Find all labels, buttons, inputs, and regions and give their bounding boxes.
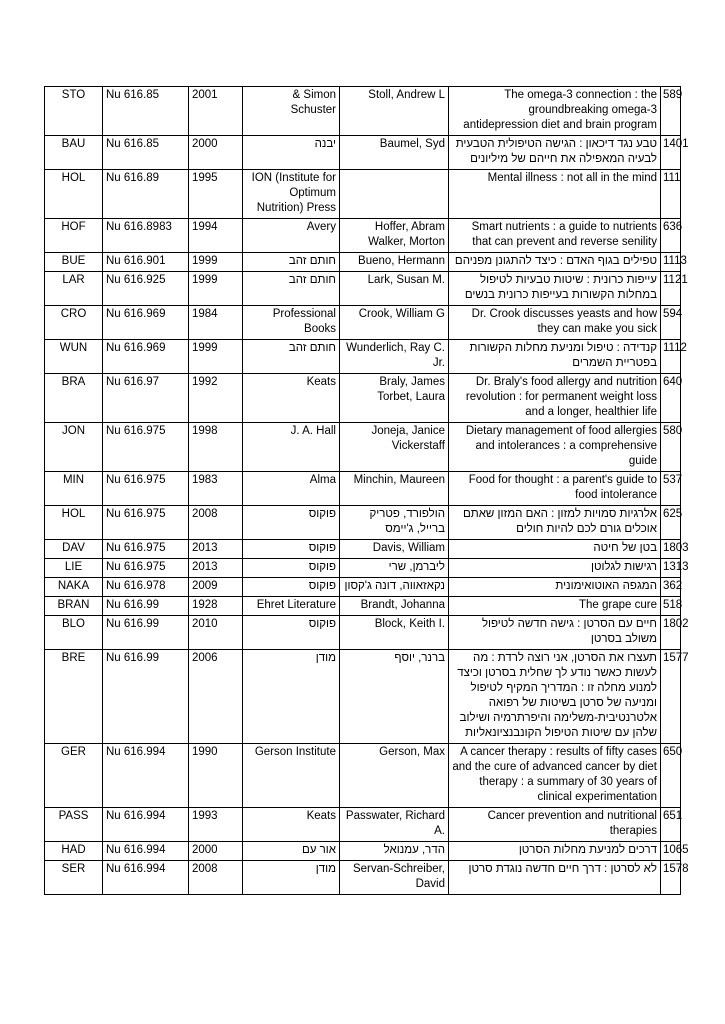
table-row <box>45 650 681 744</box>
record-id-cell: 1577 <box>661 650 681 744</box>
call-number-cell: Nu 616.89 <box>103 170 189 219</box>
title-cell: רגישות לגלוטן <box>449 559 661 578</box>
year-cell: 1995 <box>189 170 243 219</box>
publisher-cell: & Simon Schuster <box>243 87 340 136</box>
author-cell: נקאזאווה, דונה ג'קסון <box>340 578 449 597</box>
record-id-cell: 1313 <box>661 559 681 578</box>
shelf-code-cell: MIN <box>45 472 103 506</box>
publisher-cell: Keats <box>243 808 340 842</box>
table-row <box>45 272 681 306</box>
author-cell: Davis, William <box>340 540 449 559</box>
table-row <box>45 219 681 253</box>
year-cell: 2008 <box>189 506 243 540</box>
title-cell: דרכים למניעת מחלות הסרטן <box>449 842 661 861</box>
record-id-cell: 651 <box>661 808 681 842</box>
call-number-cell: Nu 616.901 <box>103 253 189 272</box>
author-cell: Servan-Schreiber, David <box>340 861 449 895</box>
author-cell: Joneja, Janice Vickerstaff <box>340 423 449 472</box>
table-row <box>45 472 681 506</box>
shelf-code-cell: BUE <box>45 253 103 272</box>
author-cell: Crook, William G <box>340 306 449 340</box>
year-cell: 1998 <box>189 423 243 472</box>
shelf-code-cell: PASS <box>45 808 103 842</box>
publisher-cell: Avery <box>243 219 340 253</box>
call-number-cell: Nu 616.8983 <box>103 219 189 253</box>
table-row <box>45 170 681 219</box>
year-cell: 1983 <box>189 472 243 506</box>
author-cell: Lark, Susan M. <box>340 272 449 306</box>
title-cell: Dr. Braly's food allergy and nutrition revolution : for permanent weight loss and a longer, healthier life <box>449 374 661 423</box>
record-id-cell: 111 <box>661 170 681 219</box>
shelf-code-cell: CRO <box>45 306 103 340</box>
table-row <box>45 597 681 616</box>
year-cell: 2013 <box>189 559 243 578</box>
author-cell: הדר, עמנואל <box>340 842 449 861</box>
call-number-cell: Nu 616.978 <box>103 578 189 597</box>
title-cell: Dr. Crook discusses yeasts and how they can make you sick <box>449 306 661 340</box>
call-number-cell: Nu 616.99 <box>103 650 189 744</box>
record-id-cell: 1802 <box>661 616 681 650</box>
year-cell: 2006 <box>189 650 243 744</box>
year-cell: 1999 <box>189 340 243 374</box>
year-cell: 2008 <box>189 861 243 895</box>
year-cell: 2010 <box>189 616 243 650</box>
shelf-code-cell: BRE <box>45 650 103 744</box>
publisher-cell: חותם זהב <box>243 253 340 272</box>
catalog-body <box>45 87 689 895</box>
year-cell: 1999 <box>189 272 243 306</box>
title-cell: Cancer prevention and nutritional therapies <box>449 808 661 842</box>
title-cell: Smart nutrients : a guide to nutrients that can prevent and reverse senility <box>449 219 661 253</box>
record-id-cell: 1065 <box>661 842 681 861</box>
call-number-cell: Nu 616.994 <box>103 744 189 808</box>
year-cell: 2001 <box>189 87 243 136</box>
title-cell: בטן של חיטה <box>449 540 661 559</box>
record-id-cell: 636 <box>661 219 681 253</box>
table-row <box>45 253 681 272</box>
call-number-cell: Nu 616.975 <box>103 540 189 559</box>
table-row <box>45 506 681 540</box>
title-cell: The omega-3 connection : the groundbreaking omega-3 antidepression diet and brain program <box>449 87 661 136</box>
shelf-code-cell: BAU <box>45 136 103 170</box>
year-cell: 1984 <box>189 306 243 340</box>
shelf-code-cell: HOF <box>45 219 103 253</box>
publisher-cell: Gerson Institute <box>243 744 340 808</box>
call-number-cell: Nu 616.994 <box>103 842 189 861</box>
publisher-cell: J. A. Hall <box>243 423 340 472</box>
record-id-cell: 537 <box>661 472 681 506</box>
table-row <box>45 374 681 423</box>
year-cell: 1928 <box>189 597 243 616</box>
author-cell: Gerson, Max <box>340 744 449 808</box>
publisher-cell: Alma <box>243 472 340 506</box>
author-cell: Minchin, Maureen <box>340 472 449 506</box>
shelf-code-cell: DAV <box>45 540 103 559</box>
shelf-code-cell: BLO <box>45 616 103 650</box>
shelf-code-cell: JON <box>45 423 103 472</box>
table-row <box>45 540 681 559</box>
title-cell: טבע נגד דיכאון : הגישה הטיפולית הטבעית לבעיה המאפילה את חייהם של מיליונים <box>449 136 661 170</box>
call-number-cell: Nu 616.994 <box>103 808 189 842</box>
shelf-code-cell: SER <box>45 861 103 895</box>
shelf-code-cell: HOL <box>45 506 103 540</box>
shelf-code-cell: GER <box>45 744 103 808</box>
record-id-cell: 1578 <box>661 861 681 895</box>
call-number-cell: Nu 616.99 <box>103 616 189 650</box>
table-row <box>45 578 681 597</box>
author-cell: Hoffer, Abram Walker, Morton <box>340 219 449 253</box>
call-number-cell: Nu 616.97 <box>103 374 189 423</box>
title-cell: חיים עם הסרטן : גישה חדשה לטיפול משולב בסרטן <box>449 616 661 650</box>
publisher-cell: פוקוס <box>243 506 340 540</box>
title-cell: לא לסרטן : דרך חיים חדשה נוגדת סרטן <box>449 861 661 895</box>
title-cell: The grape cure <box>449 597 661 616</box>
year-cell: 1993 <box>189 808 243 842</box>
year-cell: 1994 <box>189 219 243 253</box>
author-cell: Wunderlich, Ray C. Jr. <box>340 340 449 374</box>
table-row <box>45 87 681 136</box>
call-number-cell: Nu 616.925 <box>103 272 189 306</box>
year-cell: 1990 <box>189 744 243 808</box>
publisher-cell: Keats <box>243 374 340 423</box>
table-row <box>45 744 681 808</box>
year-cell: 2000 <box>189 136 243 170</box>
table-row <box>45 808 681 842</box>
author-cell: ליברמן, שרי <box>340 559 449 578</box>
table-row <box>45 306 681 340</box>
publisher-cell: Professional Books <box>243 306 340 340</box>
call-number-cell: Nu 616.975 <box>103 559 189 578</box>
record-id-cell: 1401 <box>661 136 681 170</box>
call-number-cell: Nu 616.969 <box>103 306 189 340</box>
publisher-cell: חותם זהב <box>243 272 340 306</box>
author-cell: Baumel, Syd <box>340 136 449 170</box>
title-cell: תעצרו את הסרטן, אני רוצה לרדת : מה לעשות כאשר נודע לך שחלית בסרטן וכיצד למנוע מחלה זו : המדריך המקיף לטיפול ומניעה של סרטן בשיטות של רפואה אלטרנטיבית-משלימה והיפרתרמיה ושילוב שלהן עם שיטות הטיפול הקונבנציונאליות <box>449 650 661 744</box>
record-id-cell: 1803 <box>661 540 681 559</box>
author-cell: Stoll, Andrew L <box>340 87 449 136</box>
record-id-cell: 625 <box>661 506 681 540</box>
title-cell: Food for thought : a parent's guide to food intolerance <box>449 472 661 506</box>
call-number-cell: Nu 616.969 <box>103 340 189 374</box>
publisher-cell: מודן <box>243 861 340 895</box>
author-cell: Passwater, Richard A. <box>340 808 449 842</box>
table-row <box>45 340 681 374</box>
table-row <box>45 423 681 472</box>
record-id-cell: 362 <box>661 578 681 597</box>
call-number-cell: Nu 616.85 <box>103 87 189 136</box>
catalog-table <box>44 86 689 895</box>
record-id-cell: 518 <box>661 597 681 616</box>
table-row <box>45 616 681 650</box>
title-cell: עייפות כרונית : שיטות טבעיות לטיפול במחלות הקשורות בעייפות כרונית בנשים <box>449 272 661 306</box>
author-cell <box>340 170 449 219</box>
record-id-cell: 1113 <box>661 253 681 272</box>
call-number-cell: Nu 616.975 <box>103 423 189 472</box>
publisher-cell: פוקוס <box>243 616 340 650</box>
call-number-cell: Nu 616.975 <box>103 506 189 540</box>
shelf-code-cell: LAR <box>45 272 103 306</box>
year-cell: 1992 <box>189 374 243 423</box>
call-number-cell: Nu 616.994 <box>103 861 189 895</box>
table-row <box>45 842 681 861</box>
publisher-cell: יבנה <box>243 136 340 170</box>
year-cell: 2000 <box>189 842 243 861</box>
table-row <box>45 136 681 170</box>
shelf-code-cell: STO <box>45 87 103 136</box>
shelf-code-cell: LIE <box>45 559 103 578</box>
year-cell: 1999 <box>189 253 243 272</box>
publisher-cell: פוקוס <box>243 578 340 597</box>
author-cell: Bueno, Hermann <box>340 253 449 272</box>
publisher-cell: חותם זהב <box>243 340 340 374</box>
author-cell: ברנר, יוסף <box>340 650 449 744</box>
table-row <box>45 861 681 895</box>
year-cell: 2009 <box>189 578 243 597</box>
table-row <box>45 559 681 578</box>
title-cell: Mental illness : not all in the mind <box>449 170 661 219</box>
author-cell: Brandt, Johanna <box>340 597 449 616</box>
publisher-cell: אור עם <box>243 842 340 861</box>
call-number-cell: Nu 616.99 <box>103 597 189 616</box>
title-cell: Dietary management of food allergies and intolerances : a comprehensive guide <box>449 423 661 472</box>
author-cell: Block, Keith I. <box>340 616 449 650</box>
author-cell: הולפורד, פטריק ברייל, ג'יימס <box>340 506 449 540</box>
shelf-code-cell: BRAN <box>45 597 103 616</box>
record-id-cell: 589 <box>661 87 681 136</box>
publisher-cell: ION (Institute for Optimum Nutrition) Press <box>243 170 340 219</box>
title-cell: A cancer therapy : results of fifty cases and the cure of advanced cancer by diet therapy : a summary of 30 years of clinical experimentation <box>449 744 661 808</box>
publisher-cell: פוקוס <box>243 559 340 578</box>
record-id-cell: 1112 <box>661 340 681 374</box>
publisher-cell: פוקוס <box>243 540 340 559</box>
shelf-code-cell: HAD <box>45 842 103 861</box>
shelf-code-cell: WUN <box>45 340 103 374</box>
call-number-cell: Nu 616.975 <box>103 472 189 506</box>
publisher-cell: Ehret Literature <box>243 597 340 616</box>
record-id-cell: 1121 <box>661 272 681 306</box>
title-cell: קנדידה : טיפול ומניעת מחלות הקשורות בפטריית השמרים <box>449 340 661 374</box>
record-id-cell: 650 <box>661 744 681 808</box>
record-id-cell: 580 <box>661 423 681 472</box>
author-cell: Braly, James Torbet, Laura <box>340 374 449 423</box>
title-cell: אלרגיות סמויות למזון : האם המזון שאתם אוכלים גורם לכם להיות חולים <box>449 506 661 540</box>
shelf-code-cell: NAKA <box>45 578 103 597</box>
record-id-cell: 594 <box>661 306 681 340</box>
year-cell: 2013 <box>189 540 243 559</box>
publisher-cell: מודן <box>243 650 340 744</box>
call-number-cell: Nu 616.85 <box>103 136 189 170</box>
shelf-code-cell: HOL <box>45 170 103 219</box>
record-id-cell: 640 <box>661 374 681 423</box>
shelf-code-cell: BRA <box>45 374 103 423</box>
title-cell: המגפה האוטואימונית <box>449 578 661 597</box>
title-cell: טפילים בגוף האדם : כיצד להתגונן מפניהם <box>449 253 661 272</box>
